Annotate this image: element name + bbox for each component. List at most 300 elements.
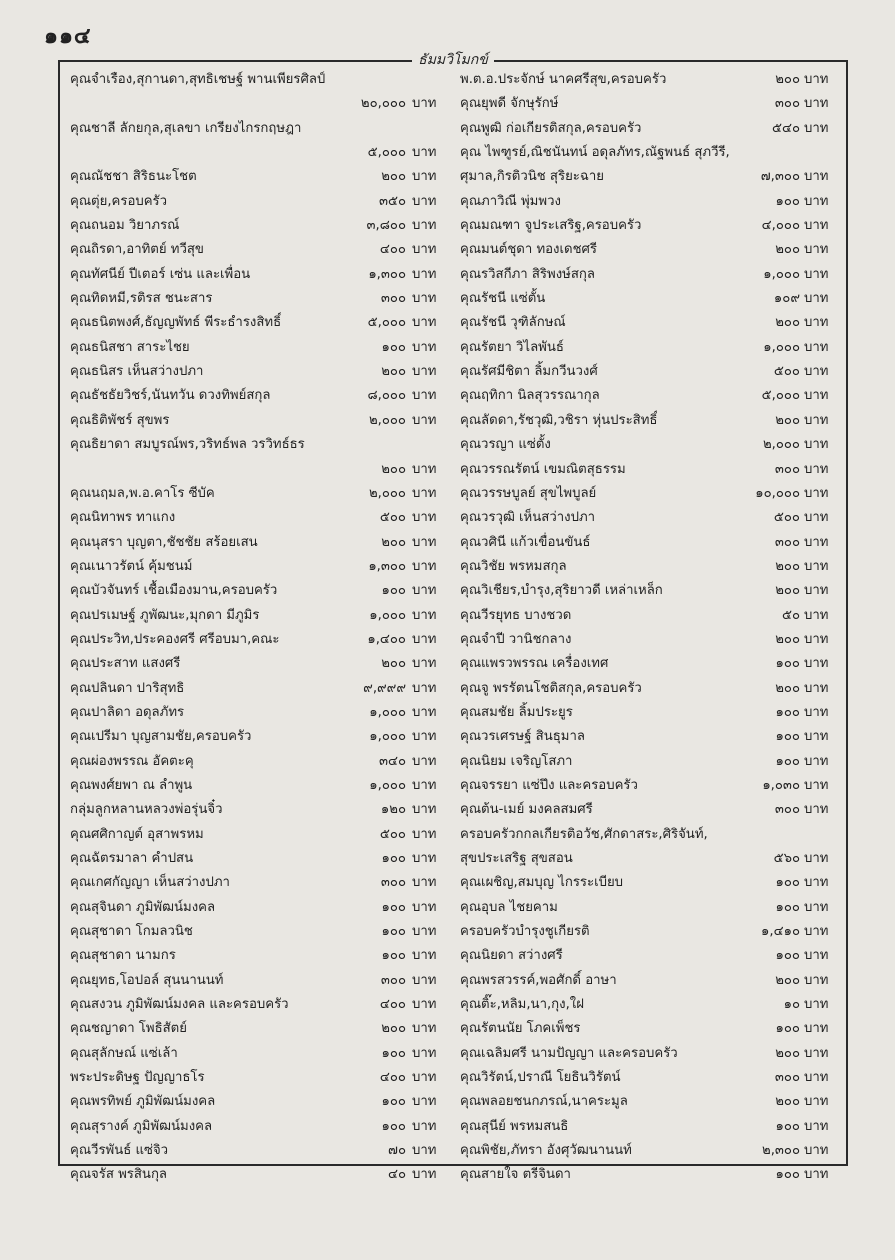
currency-unit: บาท: [804, 291, 829, 307]
currency-unit: บาท: [412, 1167, 437, 1183]
currency-unit: บาท: [412, 875, 437, 891]
donor-name: คุณวรรษบูลย์ สุขไพบูลย์: [460, 485, 597, 501]
donor-name: คุณถิรดา,อาทิตย์ ทวีสุข: [70, 242, 204, 258]
donor-row: [460, 847, 840, 871]
donation-amount: ๒,๐๐๐: [368, 412, 406, 428]
donor-row: [460, 1163, 840, 1187]
donor-name: คุณภาวิณี พุ่มพวง: [460, 193, 561, 209]
donor-name: คุณสมชัย ลิ้มประยูร: [460, 704, 573, 720]
donation-amount: ๑๐๐: [775, 948, 800, 964]
donation-amount: ๒๐๐: [381, 169, 406, 185]
currency-unit: บาท: [804, 607, 829, 623]
donation-amount: ๒๐,๐๐๐: [360, 96, 406, 112]
donor-name: คุณลัดดา,รัชวุฒิ,วชิรา หุ่นประสิทธิ์: [460, 412, 658, 428]
donor-row: [460, 384, 840, 408]
donor-name: คุณธิติพัชร์ สุขพร: [70, 412, 170, 428]
donor-name: คุณฤทิกา นิลสุวรรณากุล: [460, 388, 600, 404]
currency-unit: บาท: [804, 583, 829, 599]
currency-unit: บาท: [412, 266, 437, 282]
donor-name: คุณนิยม เจริญโสภา: [460, 753, 573, 769]
donation-amount: ๑๐๐: [381, 924, 406, 940]
currency-unit: บาท: [412, 412, 437, 428]
currency-unit: บาท: [412, 96, 437, 112]
donor-row: [70, 1042, 458, 1066]
currency-unit: บาท: [804, 558, 829, 574]
donor-name: คุณรวิสกีภา สิริพงษ์สกุล: [460, 266, 595, 282]
donor-row: [460, 482, 840, 506]
donor-row: [460, 920, 840, 944]
donor-name: คุณยุทธ,โอปอล์ สุนนานนท์: [70, 972, 224, 988]
donor-name: คุณติ๊ะ,หลิม,นา,กุง,ใฝ: [460, 997, 584, 1013]
donation-amount: ๙,๙๙๙: [363, 680, 406, 696]
donor-row: [460, 287, 840, 311]
donor-row: [460, 677, 840, 701]
donation-amount: ๕๖๐: [773, 851, 800, 866]
donation-amount: ๓,๘๐๐: [366, 218, 406, 234]
donor-name: คุณเผชิญ,สมบุญ ไกรระเบียบ: [460, 875, 624, 891]
donor-row: [70, 214, 458, 238]
currency-unit: บาท: [804, 388, 829, 404]
donation-amount: ๑๐๐: [381, 1118, 406, 1134]
donor-row: [70, 1017, 458, 1041]
currency-unit: บาท: [804, 1143, 829, 1159]
donation-amount: ๓๐๐: [774, 96, 800, 112]
donation-amount: ๒๐๐: [381, 534, 406, 550]
donation-amount: ๒๐๐: [381, 1021, 406, 1037]
currency-unit: บาท: [412, 145, 437, 161]
donor-row: [70, 384, 458, 408]
donor-name: คุณพิชัย,ภัทรา อังศุวัฒนานนท์: [460, 1143, 632, 1159]
donor-name: คุณเปรีมา บุญสามชัย,ครอบครัว: [70, 729, 252, 745]
currency-unit: บาท: [412, 656, 437, 672]
donor-name: คุณฉัตรมาลา คำปสน: [70, 851, 194, 866]
donation-amount: ๑๐๐: [775, 704, 800, 720]
donor-row: [70, 92, 458, 116]
currency-unit: บาท: [804, 899, 829, 915]
donor-row: [460, 604, 840, 628]
donor-name: คุณรัตนนัย โภคเพ็ชร: [460, 1021, 581, 1037]
donor-name: ครอบครัวกกลเกียรติอวัช,ศักดาสระ,ศิริจันท์,: [460, 826, 708, 842]
donor-row: [460, 336, 840, 360]
currency-unit: บาท: [412, 729, 437, 745]
donor-row: [70, 1090, 458, 1114]
donor-row: [460, 823, 840, 847]
donation-amount: ๑๐๐: [775, 1118, 800, 1134]
donation-amount: ๑๐๐: [381, 851, 406, 866]
donor-row: [460, 725, 840, 749]
currency-unit: บาท: [412, 364, 437, 380]
donation-amount: ๓๐๐: [380, 972, 406, 988]
currency-unit: บาท: [412, 315, 437, 331]
left-column: [70, 68, 458, 1188]
currency-unit: บาท: [412, 851, 437, 866]
currency-unit: บาท: [804, 242, 829, 258]
donation-amount: ๑,๐๐๐: [369, 777, 406, 793]
donor-row: [70, 944, 458, 968]
currency-unit: บาท: [804, 631, 829, 647]
donor-row: [70, 1139, 458, 1163]
donor-name: คุณสุจินดา ภูมิพัฒน์มงคล: [70, 899, 216, 915]
donor-row: [70, 652, 458, 676]
donation-amount: ๒๐๐: [775, 242, 800, 258]
currency-unit: บาท: [412, 485, 437, 501]
currency-unit: บาท: [412, 339, 437, 355]
currency-unit: บาท: [804, 364, 829, 380]
donation-amount: ๑,๔๐๐: [367, 631, 406, 647]
donor-row: [70, 628, 458, 652]
donation-amount: ๔๐: [387, 1167, 406, 1183]
currency-unit: บาท: [412, 534, 437, 550]
currency-unit: บาท: [412, 680, 437, 696]
donor-row: [70, 1066, 458, 1090]
donor-row: [460, 68, 840, 92]
header-title: ธัมมวิโมกข์: [412, 52, 494, 68]
donor-row: [460, 750, 840, 774]
donation-amount: ๔๐๐: [379, 997, 406, 1013]
currency-unit: บาท: [804, 1094, 829, 1110]
donor-name: คุณถนอม วิยาภรณ์: [70, 218, 180, 234]
donation-amount: ๑๐๐: [381, 339, 406, 355]
currency-unit: บาท: [412, 583, 437, 599]
donor-name: คุณธิยาดา สมบูรณ์พร,วริทธ์พล วรวิทธ์ธร: [70, 437, 305, 453]
donation-amount: ๒๐๐: [775, 72, 800, 87]
currency-unit: บาท: [804, 339, 829, 355]
donation-amount: ๕,๐๐๐: [367, 315, 406, 331]
donation-amount: ๒๐๐: [775, 631, 800, 647]
donor-row: [70, 920, 458, 944]
donor-name: คุณรัตยา วิไลพันธ์: [460, 339, 564, 355]
currency-unit: บาท: [412, 242, 437, 258]
donor-row: [70, 263, 458, 287]
donor-row: [70, 677, 458, 701]
donation-amount: ๒๐๐: [381, 461, 406, 477]
donor-name: คุณพงศ์ยพา ณ ลำพูน: [70, 777, 193, 793]
donor-name: คุณรัชนี วุฑิลักษณ์: [460, 315, 566, 331]
donor-row: [70, 896, 458, 920]
donor-name: คุณวรเศรษฐ์ สินธุมาล: [460, 729, 585, 745]
donation-amount: ๕,๐๐๐: [761, 388, 800, 404]
currency-unit: บาท: [412, 826, 437, 842]
donor-row: [70, 165, 458, 189]
donation-amount: ๒๐๐: [775, 558, 800, 574]
donor-row: [70, 458, 458, 482]
donor-row: [460, 798, 840, 822]
donor-name: คุณรัศมีชิตา ลิ้มกวีนวงศ์: [460, 364, 598, 380]
donation-amount: ๑๒๐: [380, 802, 406, 818]
donor-name: คุณทิดหมี,รติรส ชนะสาร: [70, 291, 213, 307]
donor-row: [70, 579, 458, 603]
currency-unit: บาท: [412, 1045, 437, 1061]
donor-row: [70, 750, 458, 774]
donor-name: พ.ต.อ.ประจักษ์ นาคศรีสุข,ครอบครัว: [460, 72, 667, 87]
donor-name: คุณสุนีย์ พรหมสนธิ: [460, 1118, 569, 1134]
donation-amount: ๑,๐๐๐: [369, 607, 406, 623]
donor-name: คุณบัวจันทร์ เชื้อเมืองมาน,ครอบครัว: [70, 583, 278, 599]
donation-amount: ๑,๐๐๐: [763, 339, 800, 355]
donation-amount: ๕๐๐: [773, 364, 800, 380]
donor-name: กลุ่มลูกหลานหลวงพ่อรุ่นจิ๋ว: [70, 802, 223, 818]
donor-row: [460, 458, 840, 482]
donor-row: [460, 409, 840, 433]
donor-name: คุณวรญา แซ่ตั้ง: [460, 437, 551, 453]
currency-unit: บาท: [412, 558, 437, 574]
donor-row: [460, 871, 840, 895]
currency-unit: บาท: [412, 607, 437, 623]
donor-row: [70, 506, 458, 530]
donor-name: คุณธัชธัยวิชร์,นันทวัน ดวงทิพย์สกุล: [70, 388, 271, 404]
donor-row: [460, 993, 840, 1017]
donor-row: [460, 214, 840, 238]
donor-row: [70, 482, 458, 506]
donor-row: [460, 117, 840, 141]
donor-row: [460, 360, 840, 384]
donor-name: คุณแพรวพรรณ เครื่องเทศ: [460, 656, 609, 672]
currency-unit: บาท: [804, 193, 829, 209]
donation-amount: ๒,๓๐๐: [762, 1143, 800, 1159]
donation-amount: ๗,๓๐๐: [760, 169, 800, 185]
donor-name: คุณนิทาพร ทาแกง: [70, 510, 176, 526]
currency-unit: บาท: [804, 485, 829, 501]
currency-unit: บาท: [804, 680, 829, 696]
currency-unit: บาท: [804, 972, 829, 988]
currency-unit: บาท: [412, 753, 437, 769]
donor-name: คุณจำปี วานิชกลาง: [460, 631, 572, 647]
donor-row: [460, 433, 840, 457]
donation-amount: ๑,๐๐๐: [369, 704, 406, 720]
donor-name: คุณนฤมล,พ.อ.คาโร ซีบัค: [70, 485, 215, 501]
donor-row: [460, 701, 840, 725]
currency-unit: บาท: [804, 924, 829, 940]
donor-row: [460, 896, 840, 920]
donor-row: [460, 652, 840, 676]
donation-amount: ๕,๐๐๐: [367, 145, 406, 161]
donor-row: [70, 1163, 458, 1187]
currency-unit: บาท: [804, 510, 829, 526]
donor-name: คุณตุ่ย,ครอบครัว: [70, 193, 168, 209]
donor-name: คุณปรเมษฐ์ ภูพัฒนะ,มุกดา มีภูมิร: [70, 607, 260, 623]
donor-row: [460, 579, 840, 603]
donor-row: [70, 360, 458, 384]
currency-unit: บาท: [804, 266, 829, 282]
donor-row: [70, 141, 458, 165]
donor-name: พระประดิษฐ ปัญญาธโร: [70, 1070, 205, 1086]
currency-unit: บาท: [412, 631, 437, 647]
donation-amount: ๓๐๐: [774, 1070, 800, 1086]
donor-row: [70, 774, 458, 798]
currency-unit: บาท: [804, 1070, 829, 1086]
donor-name: คุณมณฑา จูประเสริฐ,ครอบครัว: [460, 218, 642, 234]
donor-row: [70, 287, 458, 311]
donation-amount: ๑๐๙: [773, 291, 800, 307]
donation-amount: ๑,๔๑๐: [761, 924, 800, 940]
donor-row: [460, 969, 840, 993]
donation-amount: ๑๐๐: [775, 875, 800, 891]
donor-name: คุณวีรยุทธ บางชวด: [460, 607, 572, 623]
donation-amount: ๒๐๐: [381, 656, 406, 672]
donor-row: [460, 165, 840, 189]
currency-unit: บาท: [804, 437, 829, 453]
currency-unit: บาท: [804, 315, 829, 331]
donation-amount: ๓๐๐: [774, 802, 800, 818]
donation-amount: ๕๐: [781, 607, 800, 623]
currency-unit: บาท: [412, 510, 437, 526]
donor-row: [460, 1115, 840, 1139]
currency-unit: บาท: [412, 924, 437, 940]
currency-unit: บาท: [412, 388, 437, 404]
donation-amount: ๑๐๐: [775, 656, 800, 672]
donor-name: คุณผ่องพรรณ อัคตะคุ: [70, 753, 194, 769]
donor-name: ศุมาล,กิรติวนิช สุริยะฉาย: [460, 169, 604, 185]
donor-name: คุณ ไพฑูรย์,ณิชนันทน์ อดุลภัทร,ณัฐพนธ์ สุภวีรี,: [460, 145, 730, 161]
donor-name: คุณยุพดี จักษุรักษ์: [460, 96, 559, 112]
donor-row: [460, 506, 840, 530]
donation-amount: ๑๐๐: [381, 1094, 406, 1110]
donor-name: คุณวรวุฒิ เห็นสว่างปภา: [460, 510, 596, 526]
donor-name: คุณสายใจ ตรีจินดา: [460, 1167, 571, 1183]
donor-row: [70, 725, 458, 749]
donation-amount: ๑๐๐: [775, 729, 800, 745]
donor-row: [460, 1139, 840, 1163]
currency-unit: บาท: [804, 875, 829, 891]
currency-unit: บาท: [804, 534, 829, 550]
donor-row: [70, 555, 458, 579]
donor-name: คุณชาลี ลักยกุล,สุเลขา เกรียงไกรกฤษฎา: [70, 120, 302, 136]
donor-row: [460, 92, 840, 116]
donor-row: [460, 628, 840, 652]
donation-amount: ๓๐๐: [774, 534, 800, 550]
donor-name: คุณพรสวรรค์,พอศักดิ์ อาษา: [460, 972, 617, 988]
donation-amount: ๒๐๐: [775, 680, 800, 696]
donor-name: คุณเนาวรัตน์ คุ้มชนม์: [70, 558, 193, 574]
donation-amount: ๒,๐๐๐: [368, 485, 406, 501]
donor-name: คุณสุชาดา โกมลวนิช: [70, 924, 193, 940]
currency-unit: บาท: [412, 1143, 437, 1159]
donor-name: คุณธนิตพงศ์,ธัญญพัทธ์ พีระธำรงสิทธิ์: [70, 315, 282, 331]
donation-amount: ๑๐๐: [775, 1167, 800, 1183]
donor-row: [70, 701, 458, 725]
currency-unit: บาท: [804, 753, 829, 769]
donor-row: [460, 944, 840, 968]
donor-name: คุณจู พรรัตนโชติสกุล,ครอบครัว: [460, 680, 642, 696]
donor-row: [460, 1017, 840, 1041]
donation-amount: ๓๐๐: [774, 461, 800, 477]
donation-amount: ๑๐๐: [381, 948, 406, 964]
donation-amount: ๑๐๐: [775, 899, 800, 915]
donor-name: คุณสุชาดา นามกร: [70, 948, 176, 964]
donor-name: ครอบครัวบำรุงชูเกียรติ: [460, 924, 590, 940]
donor-row: [70, 993, 458, 1017]
currency-unit: บาท: [412, 291, 437, 307]
donation-amount: ๒๐๐: [775, 315, 800, 331]
donor-name: คุณเฉลิมศรี นามปัญญา และครอบครัว: [460, 1045, 678, 1061]
donation-amount: ๕๐๐: [379, 826, 406, 842]
donor-list-frame: [58, 52, 848, 1183]
currency-unit: บาท: [412, 1094, 437, 1110]
currency-unit: บาท: [804, 948, 829, 964]
currency-unit: บาท: [804, 1118, 829, 1134]
currency-unit: บาท: [412, 899, 437, 915]
donation-amount: ๘,๐๐๐: [367, 388, 406, 404]
donor-name: คุณอุบล ไชยคาม: [460, 899, 558, 915]
donor-name: คุณชญาดา โพธิสัตย์: [70, 1021, 187, 1037]
donation-amount: ๑,๓๐๐: [368, 266, 406, 282]
donation-amount: ๑,๐๐๐: [763, 266, 800, 282]
donor-name: คุณธนิสร เห็นสว่างปภา: [70, 364, 204, 380]
donor-row: [70, 68, 458, 92]
donor-row: [70, 1115, 458, 1139]
donor-name: คุณทัศนีย์ ปีเตอร์ เซ่น และเพื่อน: [70, 266, 251, 282]
donation-amount: ๒๐๐: [381, 364, 406, 380]
donor-name: คุณสุลักษณ์ แซ่เล้า: [70, 1045, 178, 1061]
donor-row: [460, 311, 840, 335]
currency-unit: บาท: [804, 729, 829, 745]
currency-unit: บาท: [804, 656, 829, 672]
currency-unit: บาท: [412, 218, 437, 234]
donation-amount: ๔๐๐: [379, 242, 406, 258]
donor-name: คุณวิรัตน์,ปราณี โยธินวิรัตน์: [460, 1070, 621, 1086]
donor-name: คุณมนต์ชุดา ทองเดชศรี: [460, 242, 597, 258]
donor-row: [460, 238, 840, 262]
donor-name: คุณวรรณรัตน์ เขมณิตสุธรรม: [460, 461, 626, 477]
donation-amount: ๑๐๐: [381, 583, 406, 599]
donor-name: คุณเกศกัญญา เห็นสว่างปภา: [70, 875, 230, 891]
donor-row: [70, 871, 458, 895]
donation-amount: ๒๐๐: [775, 1094, 800, 1110]
donor-name: สุขประเสริฐ สุขสอน: [460, 851, 573, 866]
donor-row: [70, 847, 458, 871]
donor-name: คุณนุสรา บุญตา,ชัชชัย สร้อยเสน: [70, 534, 258, 550]
currency-unit: บาท: [804, 461, 829, 477]
donation-amount: ๒๐๐: [775, 1045, 800, 1061]
donation-amount: ๒,๐๐๐: [762, 437, 800, 453]
donor-row: [460, 1066, 840, 1090]
currency-unit: บาท: [804, 96, 829, 112]
donor-row: [70, 336, 458, 360]
donor-row: [460, 141, 840, 165]
currency-unit: บาท: [412, 997, 437, 1013]
currency-unit: บาท: [412, 948, 437, 964]
donation-amount: ๓๐๐: [380, 291, 406, 307]
currency-unit: บาท: [804, 704, 829, 720]
currency-unit: บาท: [412, 461, 437, 477]
currency-unit: บาท: [412, 802, 437, 818]
donor-name: คุณรัชนี แซ่ตั้น: [460, 291, 546, 307]
donor-name: คุณปาลิดา อดุลภัทร: [70, 704, 185, 720]
donor-name: คุณจรรยา แซ่ปึง และครอบครัว: [460, 777, 638, 793]
donor-name: คุณพลอยชนกภรณ์,นาคระมูล: [460, 1094, 628, 1110]
donation-amount: ๑,๐๓๐: [762, 777, 800, 793]
donation-amount: ๑๐๐: [381, 899, 406, 915]
donation-amount: ๓๐๐: [380, 875, 406, 891]
donor-name: คุณประสาท แสงศรี: [70, 656, 181, 672]
donation-amount: ๒๐๐: [775, 972, 800, 988]
donor-row: [70, 969, 458, 993]
donor-name: คุณนิยดา สว่างศรี: [460, 948, 563, 964]
donor-row: [460, 774, 840, 798]
donor-name: คุณณัชชา สิริธนะโชต: [70, 169, 197, 185]
currency-unit: บาท: [412, 169, 437, 185]
donor-name: คุณพูฒิ ก่อเกียรติสกุล,ครอบครัว: [460, 120, 642, 136]
donor-name: คุณพรทิพย์ ภูมิพัฒน์มงคล: [70, 1094, 216, 1110]
donor-row: [70, 433, 458, 457]
currency-unit: บาท: [412, 1021, 437, 1037]
donation-amount: ๒๐๐: [775, 583, 800, 599]
right-column: [460, 68, 840, 1188]
currency-unit: บาท: [412, 1070, 437, 1086]
donor-row: [70, 823, 458, 847]
currency-unit: บาท: [804, 851, 829, 866]
donor-row: [70, 604, 458, 628]
